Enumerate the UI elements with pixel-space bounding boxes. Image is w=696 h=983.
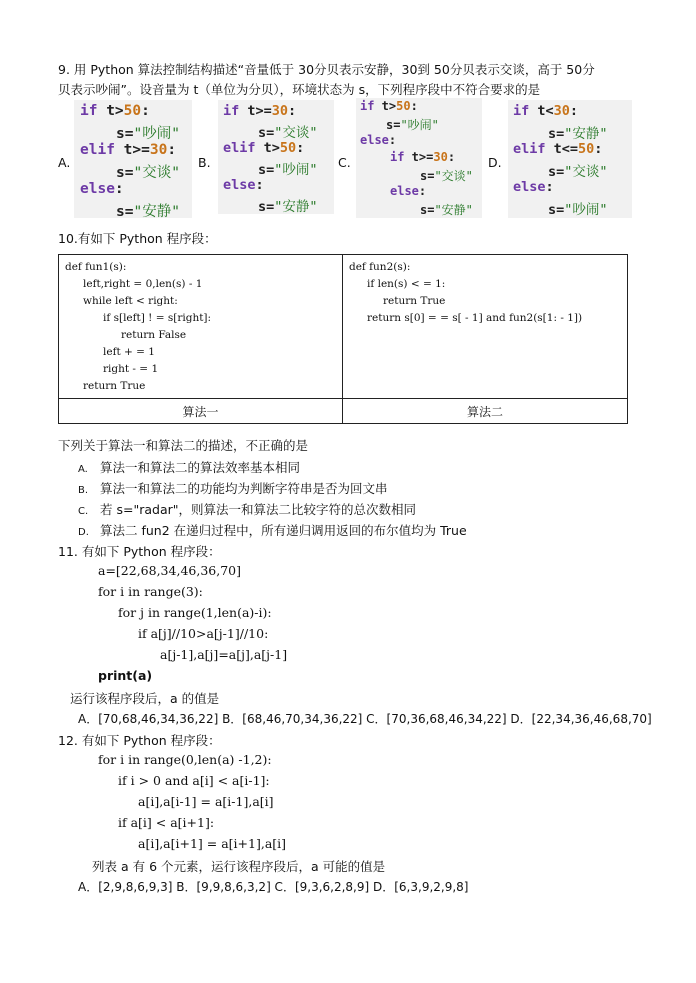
q12-code-line: for i in range(0,len(a) -1,2): [98, 752, 272, 767]
q9-option-c-code: if t>50: s="吵闹" else: if t>=30: s="交谈" else: s="安静" [356, 98, 482, 218]
q11-code-line: for j in range(1,len(a)-i): [118, 605, 272, 620]
algo1-line: if s[left] ! = s[right]: [103, 312, 212, 324]
q11-title: 11. 有如下 Python 程序段： [58, 544, 221, 559]
q11-code-line: a=[22,68,34,46,36,70] [98, 563, 241, 578]
q11-question: 运行该程序段后，a 的值是 [70, 691, 220, 706]
algo1-line: def fun1(s): [65, 261, 127, 273]
algo1-line: return True [83, 380, 146, 392]
algo1-line: left,right = 0,len(s) - 1 [83, 278, 203, 290]
algo1-line: left + = 1 [103, 346, 155, 358]
algo2-line: return s[0] = = s[ - 1] and fun2(s[1: - 1]) [367, 312, 583, 324]
q9-option-a-label: A. [58, 155, 71, 170]
q10-option-c: C. 若 s="radar"，则算法一和算法二比较字符的总次数相同 [78, 502, 416, 517]
algo1-cell [59, 255, 343, 399]
q9-option-b-code: if t>=30: s="交谈" elif t>50: s="吵闹" else: s="安静" [218, 100, 334, 214]
algo2-line: def fun2(s): [349, 261, 411, 273]
q12-code-line: if i > 0 and a[i] < a[i-1]: [118, 773, 270, 788]
q11-code-line: for i in range(3): [98, 584, 203, 599]
q12-options: A．[2,9,8,6,9,3] B．[9,9,8,6,3,2] C．[9,3,6,2,8,9] D．[6,3,9,2,9,8] [78, 880, 469, 894]
q10-option-d: D. 算法二 fun2 在递归过程中，所有递归调用返回的布尔值均为 True [78, 523, 467, 538]
q10-code-table [58, 254, 628, 424]
q10-question: 下列关于算法一和算法二的描述，不正确的是 [58, 438, 309, 453]
q11-code-line: if a[j]//10>a[j-1]//10: [138, 626, 269, 641]
algo1-line: while left < right: [83, 295, 178, 307]
q9-option-d-label: D. [488, 155, 502, 170]
q10-title: 10.有如下 Python 程序段： [58, 231, 217, 246]
q11-code-line: print(a) [98, 668, 153, 683]
q12-code-line: a[i],a[i-1] = a[i-1],a[i] [138, 794, 274, 809]
algo2-caption: 算法二 [343, 399, 628, 424]
q12-question: 列表 a 有 6 个元素，运行该程序段后，a 可能的值是 [92, 859, 386, 874]
q11-options: A．[70,68,46,34,36,22] B．[68,46,70,34,36,22] C．[70,36,68,46,34,22] D．[22,34,36,46,68,70] [78, 712, 652, 726]
algo1-line: return False [121, 329, 187, 341]
q9-stem-line2: 贝表示吵闹”。设音量为 t（单位为分贝），环境状态为 s，下列程序段中不符合要求的是 [58, 82, 541, 97]
algo2-line: return True [383, 295, 446, 307]
q9-option-b-label: B. [198, 155, 211, 170]
q9-option-a-code: if t>50: s="吵闹" elif t>=30: s="交谈" else: s="安静" [74, 100, 192, 218]
algo2-cell [343, 255, 628, 399]
q9-option-c-label: C. [338, 155, 351, 170]
algo2-line: if len(s) < = 1: [367, 278, 446, 290]
q12-code-line: if a[i] < a[i+1]: [118, 815, 215, 830]
q10-option-b: B. 算法一和算法二的功能均为判断字符串是否为回文串 [78, 481, 388, 496]
q12-code-line: a[i],a[i+1] = a[i+1],a[i] [138, 836, 287, 851]
q9-stem-line1: 9. 用 Python 算法控制结构描述“音量低于 30分贝表示安静，30到 50分贝表示交谈，高于 50分 [58, 62, 595, 77]
algo1-caption: 算法一 [59, 399, 343, 424]
q9-option-d-code: if t<30: s="安静" elif t<=50: s="交谈" else: s="吵闹" [508, 100, 632, 218]
q11-code-line: a[j-1],a[j]=a[j],a[j-1] [160, 647, 288, 662]
q10-option-a: A. 算法一和算法二的算法效率基本相同 [78, 460, 301, 475]
algo1-line: right - = 1 [103, 363, 159, 375]
q12-title: 12. 有如下 Python 程序段： [58, 733, 221, 748]
